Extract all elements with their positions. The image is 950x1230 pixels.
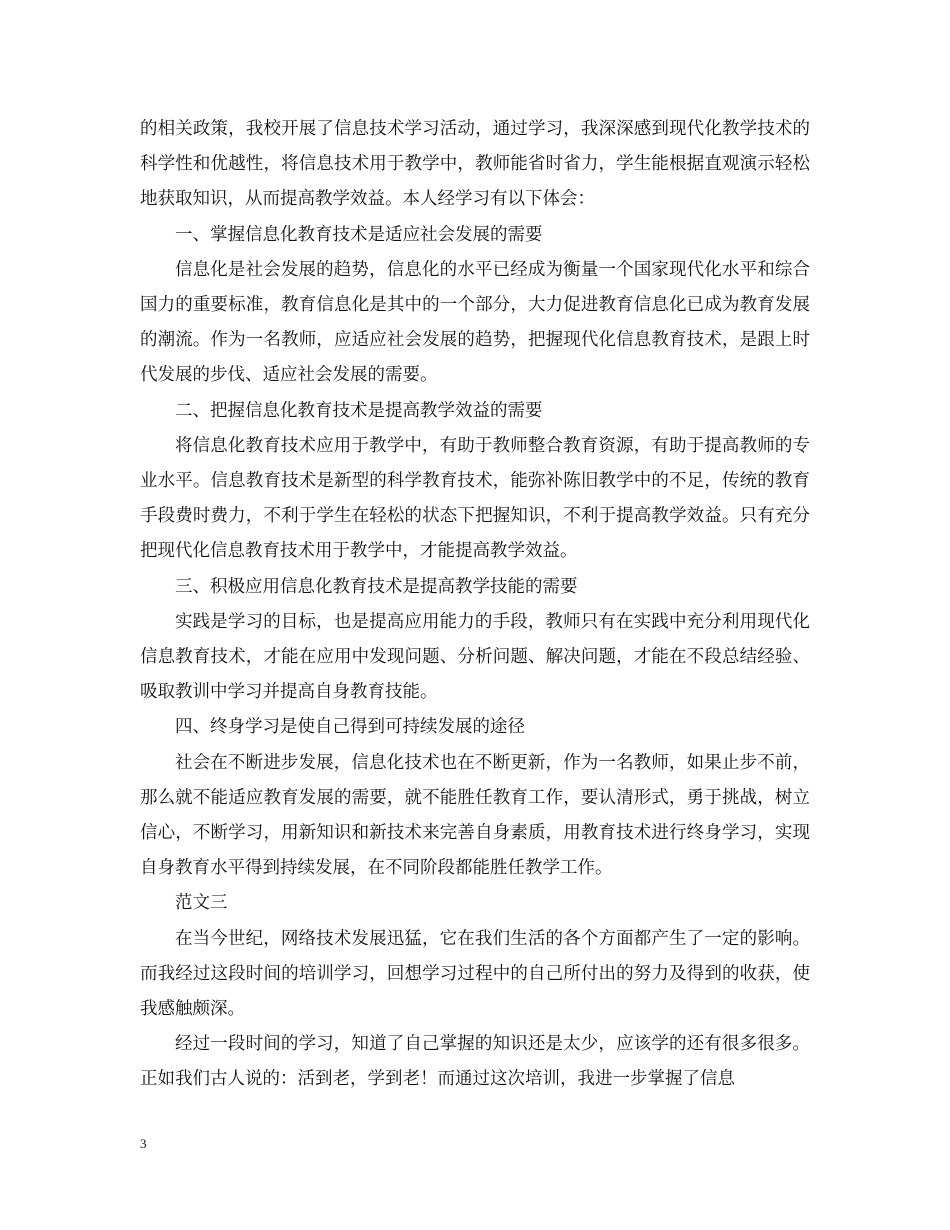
paragraph: 经过一段时间的学习，知道了自己掌握的知识还是太少，应该学的还有很多很多。正如我们古人说的：活到老，学到老！而通过这次培训，我进一步掌握了信息 [140, 1034, 810, 1090]
paragraph: 社会在不断进步发展，信息化技术也在不断更新，作为一名教师，如果止步不前，那么就不能适应教育发展的需要，就不能胜任教育工作，要认清形式，勇于挑战，树立信心，不断学习，用新知识和新技术来完善自身素质，用教育技术进行终身学习，实现自身教育水平得到持续发展，在不同阶段都能胜任教学工作。 [140, 752, 810, 879]
paragraph-continuation: 的相关政策，我校开展了信息技术学习活动，通过学习，我深深感到现代化教学技术的科学性和优越性，将信息技术用于教学中，教师能省时省力，学生能根据直观演示轻松地获取知识，从而提高教学效益。本人经学习有以下体会： [140, 119, 810, 210]
paragraph: 将信息化教育技术应用于教学中，有助于教师整合教育资源，有助于提高教师的专业水平。信息教育技术是新型的科学教育技术，能弥补陈旧教学中的不足，传统的教育手段费时费力，不利于学生在轻松的状态下把握知识，不利于提高教学效益。只有充分把现代化信息教育技术用于教学中，才能提高教学效益。 [140, 435, 810, 562]
sample-heading: 范文三 [175, 893, 228, 914]
paragraph: 信息化是社会发展的趋势，信息化的水平已经成为衡量一个国家现代化水平和综合国力的重要标准，教育信息化是其中的一个部分，大力促进教育信息化已成为教育发展的潮流。作为一名教师，应适应社会发展的趋势，把握现代化信息教育技术，是跟上时代发展的步伐、适应社会发展的需要。 [140, 259, 810, 386]
page-number: 3 [140, 1136, 147, 1151]
document-body [140, 112, 810, 1098]
section-heading-2: 二、把握信息化教育技术是提高教学效益的需要 [175, 400, 543, 421]
section-heading-1: 一、掌握信息化教育技术是适应社会发展的需要 [175, 224, 543, 245]
section-heading-4: 四、终身学习是使自己得到可持续发展的途径 [175, 717, 525, 738]
section-heading-3: 三、积极应用信息化教育技术是提高教学技能的需要 [175, 576, 578, 597]
paragraph: 在当今世纪，网络技术发展迅猛，它在我们生活的各个方面都产生了一定的影响。而我经过这段时间的培训学习，回想学习过程中的自己所付出的努力及得到的收获，使我感触颇深。 [140, 928, 810, 1020]
paragraph: 实践是学习的目标，也是提高应用能力的手段，教师只有在实践中充分利用现代化信息教育技术，才能在应用中发现问题、分析问题、解决问题，才能在不段总结经验、吸取教训中学习并提高自身教育技能。 [140, 611, 810, 703]
